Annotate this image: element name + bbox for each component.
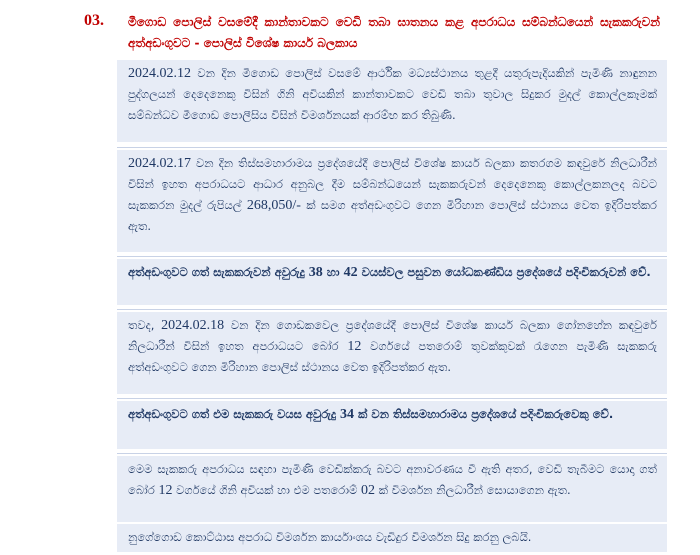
paragraph-4 (117, 312, 667, 382)
date: 2024.02.17 (128, 156, 191, 171)
paragraph-panel (117, 150, 667, 252)
date: 2024.02.18 (161, 318, 225, 333)
paragraph-7 (117, 524, 667, 552)
bore: 12 (158, 483, 173, 498)
paragraph-text: වන දින මීගොඩ පොලිස් වසමේ ආර්ථික මධ්‍යස්ථානය තුළදී යතුරුපැදියකින් පැමිණි නාඳුනන පුද්ගලයන් දෙදෙනෙකු විසින් ගිනි අවියකින් කාන්තාවකට වෙඩි තබා තුවාල සිදුකර මුදල් කොල්ලකෑමක් සම්බන්ධව මීගොඩ පොලීසිය විසින් විමර්ශනයක් ආරම්භ කර තිබුණි. (128, 66, 657, 122)
date: 2024.02.12 (128, 66, 191, 81)
count: 02 (360, 483, 375, 498)
divider (117, 147, 667, 148)
paragraph-text: ක් සමග අත්අඩංගුවට ගෙන මිරිහාන පොලිස් ස්ථානය වෙත ඉදිරිපත්කර ඇත. (128, 198, 658, 233)
divider (117, 309, 667, 310)
paragraph-text: මෙම සැකකරු අපරාධය සඳහා පැමිණි වෙඩික්කරු බවට අනාවරණය වී ඇති අතර, වෙඩි තැබීමට යොදා ගත් බෝර (128, 462, 657, 497)
paragraph-1 (117, 60, 667, 130)
paragraph-text: වර්ගයේ පතරොම් තුවක්කුවක් රැගෙන පැමිණි සැකකරු අත්අඩංගුවට ගෙන මිරිහාන පොලිස් ස්ථානය වෙත ඉදිරිපත්කර ඇත. (128, 339, 658, 374)
paragraph-panel (117, 259, 667, 305)
section-number: 03. (84, 12, 104, 29)
paragraph-text: ක් වන තිස්සමහාරාමය ප්‍රදේශයේ පදිංචිකරුවෙකු වේ. (354, 407, 614, 421)
paragraph-text: වර්ගයේ ගිනි අවියක් හා එම පතරොම් (172, 483, 361, 497)
paragraph-panel (117, 401, 667, 449)
paragraph-text: හා (322, 265, 344, 279)
paragraph-6 (117, 456, 667, 505)
paragraph-panel (117, 312, 667, 394)
paragraph-text: වන දින ගොඩකවෙල ප්‍රදේශයේදී පොලිස් විශේෂ කාර්ය බලකා ගෝනහේන කඳවුරේ නිලධාරීන් විසින් ඉහත අපරාධයට බෝර (128, 318, 657, 353)
paragraph-3 (117, 259, 667, 287)
paragraph-panel (117, 60, 667, 142)
age: 34 (340, 407, 354, 422)
paragraph-text: වයස්වල පසුවන යෝධකණ්ඩිය ප්‍රදේශයේ පදිංචිකරුවන් වේ. (357, 265, 651, 279)
paragraph-text: නුගේගොඩ කොට්ඨාස අපරාධ විමර්ශන කාර්යාංශය වැඩිදුර විමර්ශන සිදු කරනු ලබයි. (128, 530, 532, 544)
divider (117, 256, 667, 257)
paragraph-text: ක් විමර්ශන නිලධාරීන් සොයාගෙන ඇත. (374, 483, 571, 497)
paragraph-panel (117, 524, 667, 552)
age: 42 (343, 265, 358, 280)
paragraph-2 (117, 150, 667, 241)
age: 38 (308, 265, 323, 280)
section-title: මීගොඩ පොලිස් වසමේදී කාන්තාවකට වෙඩි තබා ඝාතනය කළ අපරාධය සම්බන්ධයෙන් සැකකරුවන් අත්අඩංගුවට - පොලිස් විශේෂ කාර්ය බලකාය (128, 15, 660, 50)
paragraph-text: වන දින තිස්සමහාරාමය ප්‍රදේශයේදී පොලිස් විශේෂ කාර්ය බලකා කතරගම කඳවුරේ නිලධාරීන් විසින් ඉහත අපරාධයට ආධාර අනුබල දීම සම්බන්ධයෙන් සැකකරුවන් දෙදෙනෙකු කොල්ලකනලද බවට සැකකරන මුදල් රුපියල් (128, 156, 657, 212)
paragraph-text: අත්අඩංගුවට ගත් එම සැකකරු වයස අවුරුදු (128, 407, 340, 421)
bore: 12 (347, 339, 362, 354)
paragraph-panel (117, 456, 667, 522)
paragraph-text: අත්අඩංගුවට ගත් සැකකරුවන් අවුරුදු (128, 265, 309, 279)
paragraph-text: තවද, (128, 318, 162, 332)
divider (117, 453, 667, 454)
paragraph-5 (117, 401, 667, 429)
amount: 268,050/- (246, 198, 301, 213)
divider (117, 398, 667, 399)
